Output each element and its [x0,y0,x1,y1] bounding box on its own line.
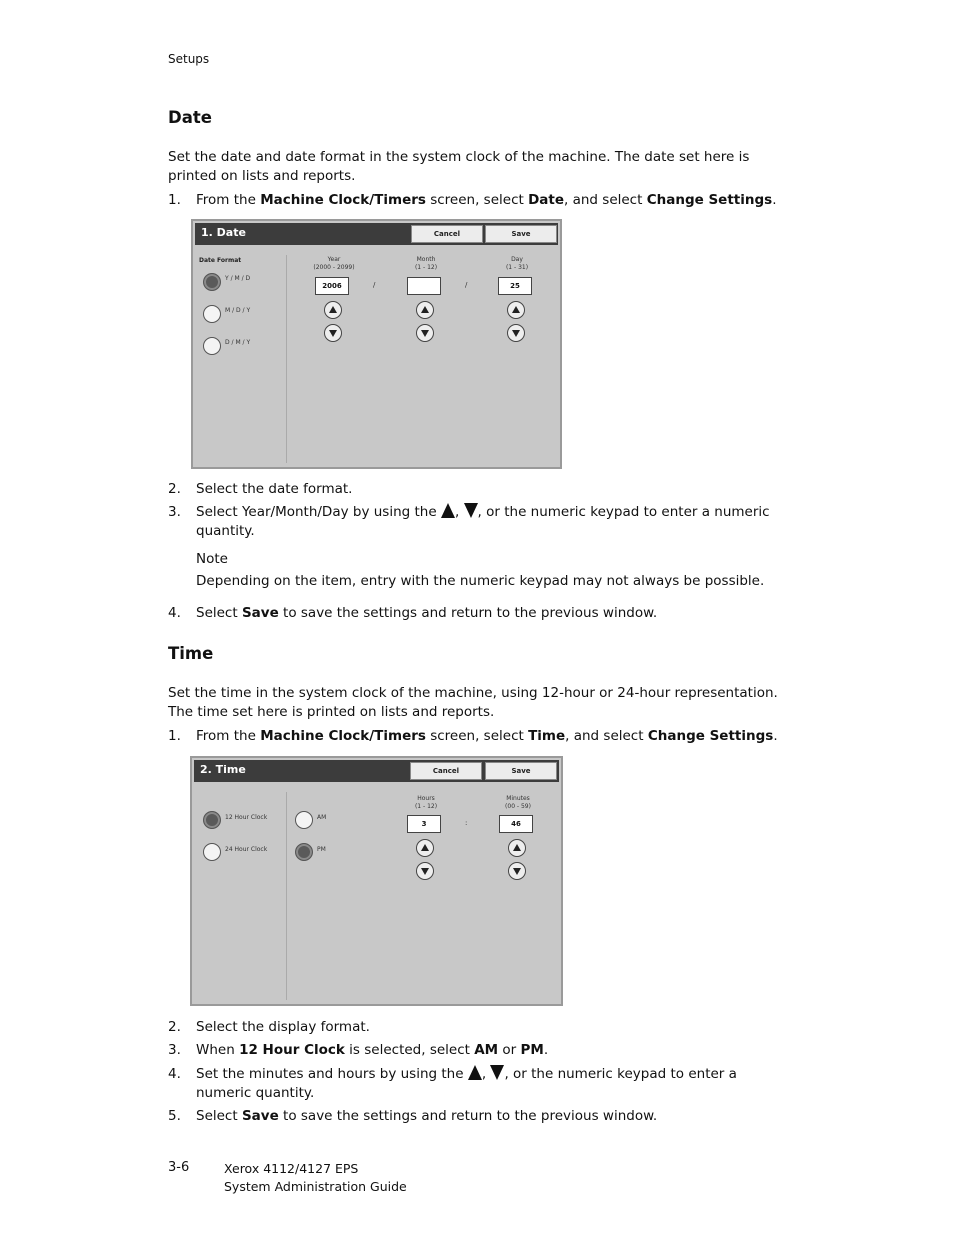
step-number: 1. [168,192,181,208]
minutes-field[interactable]: 46 [499,815,533,833]
radio-mdy-label: M / D / Y [225,307,251,314]
panel-divider [286,792,287,1000]
date-screen [191,219,562,469]
minutes-range: (00 - 59) [505,803,531,810]
radio-dmy-label: D / M / Y [225,339,251,346]
note-text: Depending on the item, entry with the numeric keypad may not always be possible. [196,573,765,589]
down-arrow-icon [464,503,478,518]
date-screen-title: 1. Date [201,226,246,239]
time-intro: Set the time in the system clock of the machine, using 12-hour or 24-hour representation. The time set here is printed on lists and reports. [168,685,778,720]
radio-dmy[interactable] [203,337,221,355]
minutes-label: Minutes [506,795,530,802]
date-heading: Date [168,108,212,127]
month-label: Month [416,256,436,263]
time-separator: : [465,819,468,827]
radio-ymd[interactable] [203,273,221,291]
time-screen-titlebar [194,760,559,782]
time-screen-title: 2. Time [200,763,246,776]
day-up-icon[interactable] [507,301,525,319]
page-number: 3-6 [168,1160,190,1175]
day-down-icon[interactable] [507,324,525,342]
month-down-icon[interactable] [416,324,434,342]
minutes-up-icon[interactable] [508,839,526,857]
month-up-icon[interactable] [416,301,434,319]
radio-ymd-label: Y / M / D [225,275,251,282]
footer-guide: System Administration Guide [224,1179,407,1194]
day-range: (1 - 31) [505,264,529,271]
down-arrow-icon [490,1065,504,1080]
date-separator: / [465,281,468,289]
day-field[interactable]: 25 [498,277,532,295]
date-format-label: Date Format [199,257,242,264]
hours-up-icon[interactable] [416,839,434,857]
footer-product: Xerox 4112/4127 EPS [224,1161,359,1176]
radio-12-hour[interactable] [203,811,221,829]
month-field[interactable] [407,277,441,295]
hours-field[interactable]: 3 [407,815,441,833]
year-label: Year [327,256,341,263]
radio-24-hour[interactable] [203,843,221,861]
panel-divider [286,255,287,463]
hours-range: (1 - 12) [414,803,438,810]
year-down-icon[interactable] [324,324,342,342]
note-label: Note [196,551,228,567]
hours-down-icon[interactable] [416,862,434,880]
radio-24-hour-label: 24 Hour Clock [225,846,268,853]
month-range: (1 - 12) [414,264,438,271]
time-heading: Time [168,644,214,663]
date-intro: Set the date and date format in the system clock of the machine. The date set here is printed on lists and reports. [168,149,750,184]
minutes-down-icon[interactable] [508,862,526,880]
running-header: Setups [168,52,210,66]
hours-label: Hours [417,795,435,802]
cancel-button[interactable]: Cancel [410,762,482,780]
cancel-button[interactable]: Cancel [411,225,483,243]
radio-pm-label: PM [317,846,326,853]
year-field[interactable]: 2006 [315,277,349,295]
save-button[interactable]: Save [485,225,557,243]
radio-12-hour-label: 12 Hour Clock [225,814,268,821]
radio-am[interactable] [295,811,313,829]
radio-pm[interactable] [295,843,313,861]
radio-mdy[interactable] [203,305,221,323]
year-up-icon[interactable] [324,301,342,319]
day-label: Day [511,256,523,263]
up-arrow-icon [468,1065,482,1080]
year-range: (2000 - 2099) [313,264,355,271]
radio-am-label: AM [317,814,327,821]
date-separator: / [373,281,376,289]
up-arrow-icon [441,503,455,518]
date-screen-titlebar [195,223,558,245]
time-screen [190,756,563,1006]
save-button[interactable]: Save [485,762,557,780]
